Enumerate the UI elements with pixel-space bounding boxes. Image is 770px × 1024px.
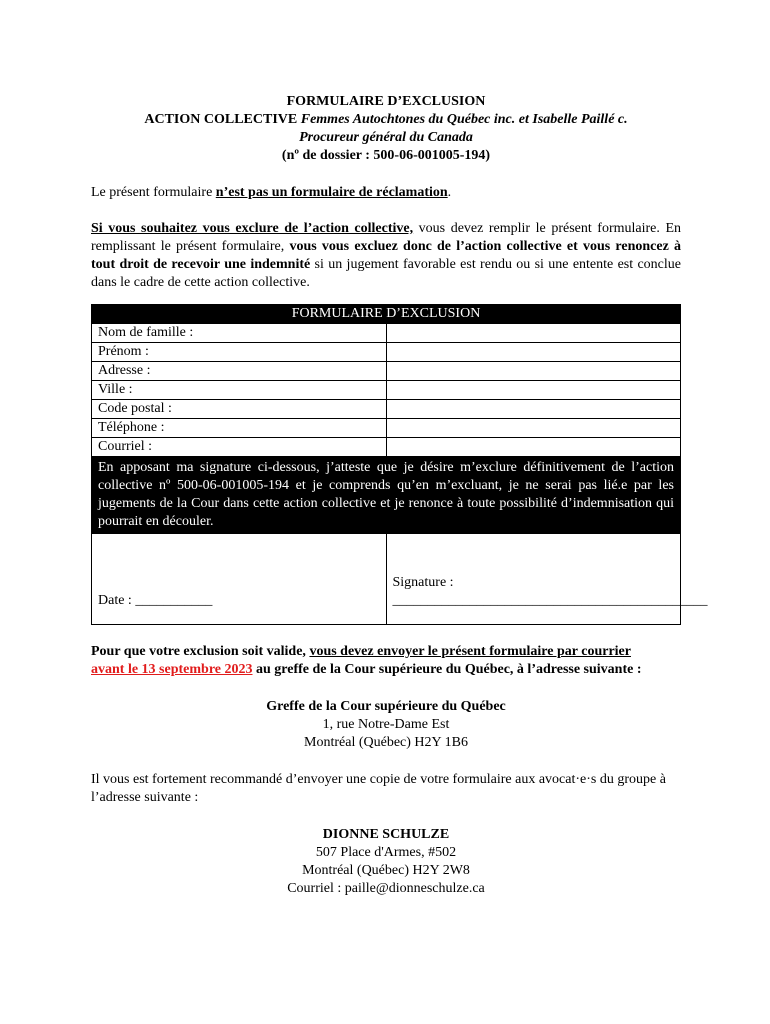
court-address-block <box>91 698 681 752</box>
document-heading <box>91 93 681 165</box>
lawyers-name: DIONNE SCHULZE <box>322 827 450 842</box>
form-declaration-row <box>92 457 681 534</box>
lawyers-city: Montréal (Québec) H2Y 2W8 <box>302 863 470 878</box>
lawyers-address-block <box>91 826 681 898</box>
recommendation-paragraph: Il vous est fortement recommandé d’envoyer une copie de votre formulaire aux avocat·e·s du groupe à l’adresse suivante : <box>91 772 666 805</box>
exclusion-form-table <box>91 304 708 625</box>
field-label-city: Ville : <box>92 381 387 400</box>
field-first-name[interactable] <box>386 343 681 362</box>
intro-p2-emphasis: Si vous souhaitez vous exclure de l’action collective, <box>91 221 414 236</box>
field-phone[interactable] <box>386 419 681 438</box>
heading-case-prefix: ACTION COLLECTIVE <box>144 112 301 127</box>
heading-case-parties: Femmes Autochtones du Québec inc. et Isabelle Paillé c. <box>300 112 628 127</box>
intro-p1-end: . <box>447 185 452 200</box>
intro-p1-text: Le présent formulaire <box>91 185 216 200</box>
heading-case-name <box>91 111 681 129</box>
instructions-destination: au greffe de la Cour supérieure du Québec, à l’adresse suivante : <box>252 662 642 677</box>
lawyers-email[interactable]: Courriel : paille@dionneschulze.ca <box>287 881 485 896</box>
intro-paragraph-2 <box>91 220 681 292</box>
form-row-address <box>92 362 681 381</box>
field-label-first-name: Prénom : <box>92 343 387 362</box>
heading-title: FORMULAIRE D’EXCLUSION <box>286 94 486 109</box>
form-row-last-name <box>92 324 681 343</box>
document-content <box>91 93 708 898</box>
form-row-city <box>92 381 681 400</box>
field-label-last-name: Nom de famille : <box>92 324 387 343</box>
form-row-first-name <box>92 343 681 362</box>
instructions-paragraph <box>91 643 681 679</box>
instructions-lead: Pour que votre exclusion soit valide, <box>91 644 310 659</box>
field-label-postal-code: Code postal : <box>92 400 387 419</box>
intro-p1-emphasis: n’est pas un formulaire de réclamation <box>215 185 448 200</box>
field-email[interactable] <box>386 438 681 457</box>
form-row-postal-code <box>92 400 681 419</box>
heading-defendant: Procureur général du Canada <box>299 130 473 145</box>
intro-p2-text-1: vous devez remplir le présent formulaire. En remplissant le présent formulaire, <box>91 221 681 254</box>
intro-p2-bold: vous vous excluez donc de l’action collective et vous renoncez à tout droit de recevoir une indemnité <box>91 239 681 272</box>
field-address[interactable] <box>386 362 681 381</box>
lawyers-street: 507 Place d'Armes, #502 <box>315 845 457 860</box>
field-label-phone: Téléphone : <box>92 419 387 438</box>
court-name: Greffe de la Cour supérieure du Québec <box>266 699 506 714</box>
intro-paragraph-1 <box>91 184 681 202</box>
form-signature-row <box>92 534 681 625</box>
form-row-phone <box>92 419 681 438</box>
form-title: FORMULAIRE D’EXCLUSION <box>92 305 681 324</box>
field-postal-code[interactable] <box>386 400 681 419</box>
form-title-row <box>92 305 681 324</box>
field-signature[interactable]: Signature : _____________________________________________ <box>386 534 681 625</box>
field-date[interactable]: Date : ___________ <box>92 534 387 625</box>
court-city: Montréal (Québec) H2Y 1B6 <box>304 735 468 750</box>
form-row-email <box>92 438 681 457</box>
field-label-email: Courriel : <box>92 438 387 457</box>
form-declaration: En apposant ma signature ci-dessous, j’atteste que je désire m’exclure définitivement de l’action collective nº 500-06-001005-194 et je comprends qu’en m’excluant, je ne serai pas lié.e par les jugements de la Cour dans cette action collective et je renonce à toute possibilité d’indemnisation qui pourrait en découler. <box>92 457 681 534</box>
court-street: 1, rue Notre-Dame Est <box>322 717 450 732</box>
intro-p2-text-2: si un jugement favorable est rendu ou si une entente est conclue dans le cadre de cette action collective. <box>91 257 681 290</box>
heading-file-number: (nº de dossier : 500-06-001005-194) <box>281 148 491 163</box>
instructions-mail-requirement: vous devez envoyer le présent formulaire par courrier <box>309 644 631 659</box>
field-city[interactable] <box>386 381 681 400</box>
field-last-name[interactable] <box>386 324 681 343</box>
field-label-address: Adresse : <box>92 362 387 381</box>
instructions-deadline: avant le 13 septembre 2023 <box>91 662 253 677</box>
